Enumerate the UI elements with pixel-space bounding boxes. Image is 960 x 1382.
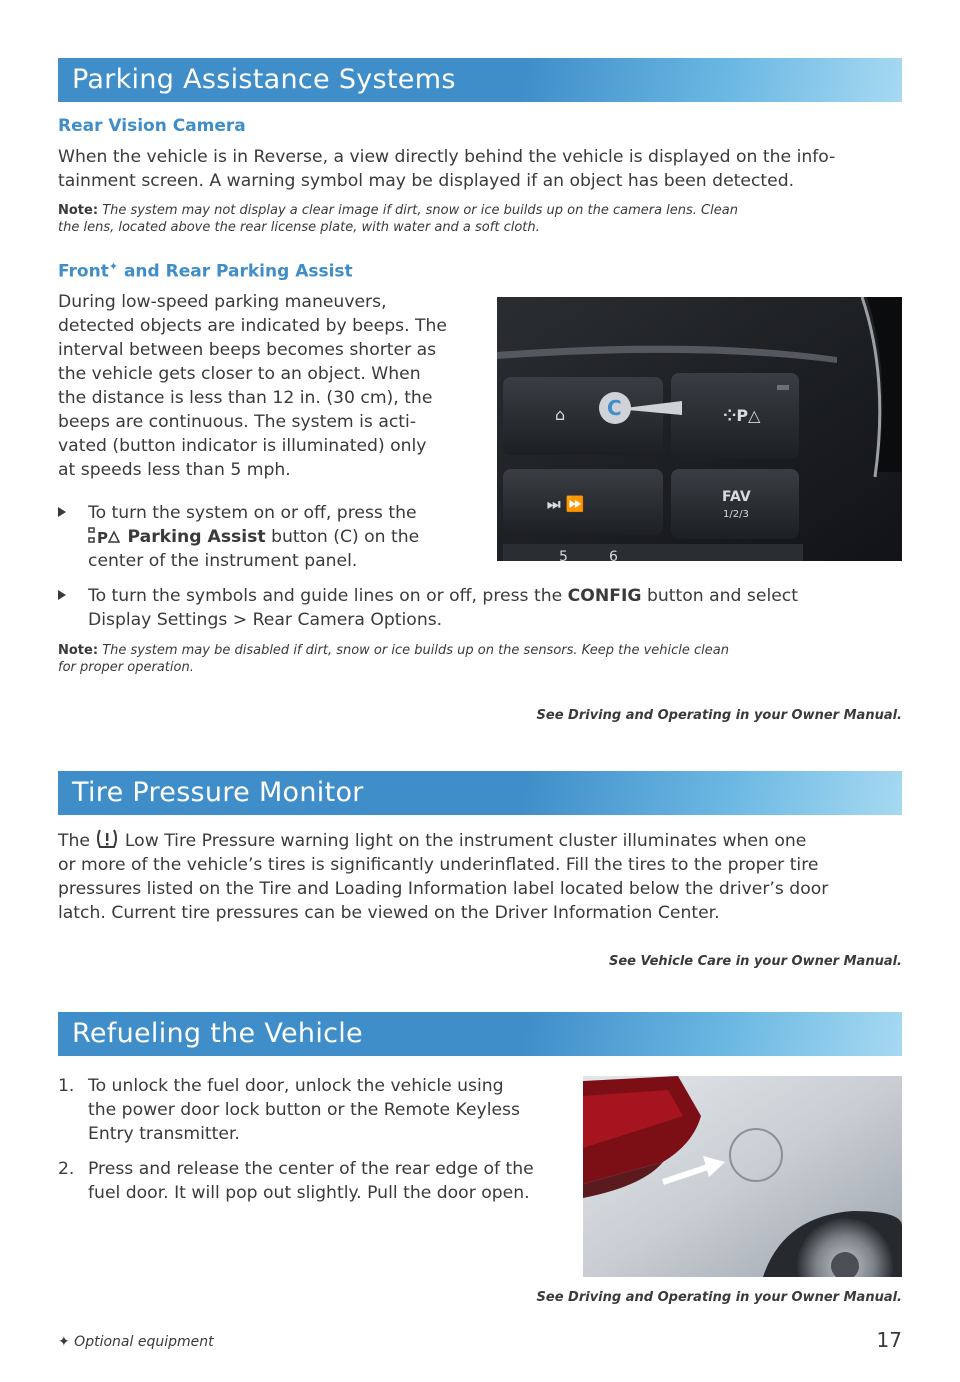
note-label: Note:	[58, 203, 99, 218]
rpa-line: the distance is less than 12 in. (30 cm), the	[58, 388, 433, 408]
step-1-line: the power door lock button or the Remote Keyless	[88, 1100, 520, 1120]
parking-assist-icon	[88, 526, 122, 546]
step-1-line: Entry transmitter.	[88, 1124, 240, 1144]
fuel-door-illustration	[583, 1076, 902, 1277]
rvc-paragraph	[58, 145, 835, 193]
button-5-label: 5	[559, 549, 568, 561]
bullet-line-2	[88, 525, 488, 549]
bullet-line-1: To turn the system on or off, press the	[88, 503, 417, 523]
tpm-line-1-rest: Low Tire Pressure warning light on the instrument cluster illuminates when one	[119, 831, 807, 851]
optional-text: Optional equipment	[69, 1334, 214, 1350]
bullet-arrow-icon	[58, 507, 66, 517]
step-2-line: Press and release the center of the rear edge of the	[88, 1159, 534, 1179]
note-line-1: The system may not display a clear image if dirt, snow or ice builds up on the camera lens. Clean	[102, 203, 738, 218]
parking-assist-bold: Parking Assist	[127, 527, 266, 547]
refuel-step-2	[58, 1157, 568, 1205]
tpm-line-4: latch. Current tire pressures can be viewed on the Driver Information Center.	[58, 903, 720, 923]
rvc-line-2: tainment screen. A warning symbol may be displayed if an object has been detected.	[58, 171, 795, 191]
refueling-title: Refueling the Vehicle	[72, 1018, 363, 1049]
instrument-panel-photo	[497, 297, 902, 561]
tire-pressure-title: Tire Pressure Monitor	[72, 777, 364, 808]
parking-assist-paragraph	[58, 290, 478, 482]
svg-text:⁘P△: ⁘P△	[723, 406, 761, 425]
low-tire-pressure-icon	[95, 828, 119, 850]
step-1-line: To unlock the fuel door, unlock the vehicle using	[88, 1076, 504, 1096]
rpa-line: vated (button indicator is illuminated) only	[58, 436, 427, 456]
button-6-label: 6	[609, 549, 618, 561]
note-label: Note:	[58, 643, 99, 658]
tire-pressure-banner	[58, 771, 902, 815]
bullet-line-3: center of the instrument panel.	[88, 551, 358, 571]
rpa-line: During low-speed parking maneuvers,	[58, 292, 387, 312]
see-manual-2: See Vehicle Care in your Owner Manual.	[608, 954, 902, 969]
rpa-line: beeps are continuous. The system is acti-	[58, 412, 417, 432]
bullet-parking-assist	[58, 501, 488, 573]
fuel-door-photo	[583, 1076, 902, 1277]
bullet-config-line-1	[88, 584, 903, 608]
svg-text:⏭ ⏩: ⏭ ⏩	[547, 495, 585, 513]
parking-assistance-banner	[58, 58, 902, 102]
parking-assist-heading	[58, 260, 353, 282]
rpa-line: detected objects are indicated by beeps. The	[58, 316, 447, 336]
step-number: 1.	[58, 1076, 75, 1096]
bullet-config-line-2: Display Settings > Rear Camera Options.	[88, 610, 443, 630]
parking-assistance-title: Parking Assistance Systems	[72, 64, 456, 95]
note2-line-1: The system may be disabled if dirt, snow or ice builds up on the sensors. Keep the vehicle clean	[102, 643, 729, 658]
see-manual-3: See Driving and Operating in your Owner Manual.	[536, 1290, 902, 1305]
page-number: 17	[876, 1328, 902, 1352]
tire-pressure-paragraph	[58, 828, 903, 925]
tpm-line-2: or more of the vehicle’s tires is significantly underinflated. Fill the tires to the proper tire	[58, 855, 819, 875]
rpa-line: interval between beeps becomes shorter as	[58, 340, 437, 360]
optional-equipment-footnote	[58, 1334, 214, 1350]
note2-line-2: for proper operation.	[58, 660, 194, 675]
instrument-panel-illustration	[497, 297, 902, 561]
fav-sub-label: 1/2/3	[723, 509, 749, 520]
config-text-a: To turn the symbols and guide lines on or off, press the	[88, 586, 568, 606]
bullet-config	[58, 584, 903, 632]
bullet-line-2-rest: button (C) on the	[265, 527, 420, 547]
callout-c: C	[607, 396, 622, 420]
refueling-banner	[58, 1012, 902, 1056]
config-bold: CONFIG	[567, 586, 642, 606]
heading-rest: and Rear Parking Assist	[118, 261, 353, 282]
optional-mark-icon: ✦	[58, 1334, 70, 1350]
refuel-step-1	[58, 1074, 568, 1146]
tpm-the: The	[58, 831, 96, 851]
tpm-line-3: pressures listed on the Tire and Loading Information label located below the driver’s door	[58, 879, 829, 899]
camera-note	[58, 202, 898, 236]
config-text-b: button and select	[641, 586, 798, 606]
note-line-2: the lens, located above the rear license plate, with water and a soft cloth.	[58, 220, 540, 235]
fav-label: FAV	[722, 489, 751, 505]
sensor-note	[58, 642, 898, 676]
tpm-line-1	[58, 828, 903, 853]
svg-text:P: P	[97, 529, 108, 546]
bullet-arrow-icon	[58, 590, 66, 600]
svg-text:⌂: ⌂	[555, 405, 566, 424]
rpa-line: at speeds less than 5 mph.	[58, 460, 291, 480]
step-number: 2.	[58, 1159, 75, 1179]
optional-mark: ✦	[108, 260, 119, 273]
heading-front: Front	[58, 261, 109, 282]
rear-vision-camera-heading: Rear Vision Camera	[58, 116, 246, 136]
step-2-line: fuel door. It will pop out slightly. Pull the door open.	[88, 1183, 530, 1203]
see-manual-1: See Driving and Operating in your Owner Manual.	[536, 708, 902, 723]
rvc-line-1: When the vehicle is in Reverse, a view directly behind the vehicle is displayed on the info-	[58, 147, 836, 167]
rpa-line: the vehicle gets closer to an object. When	[58, 364, 421, 384]
